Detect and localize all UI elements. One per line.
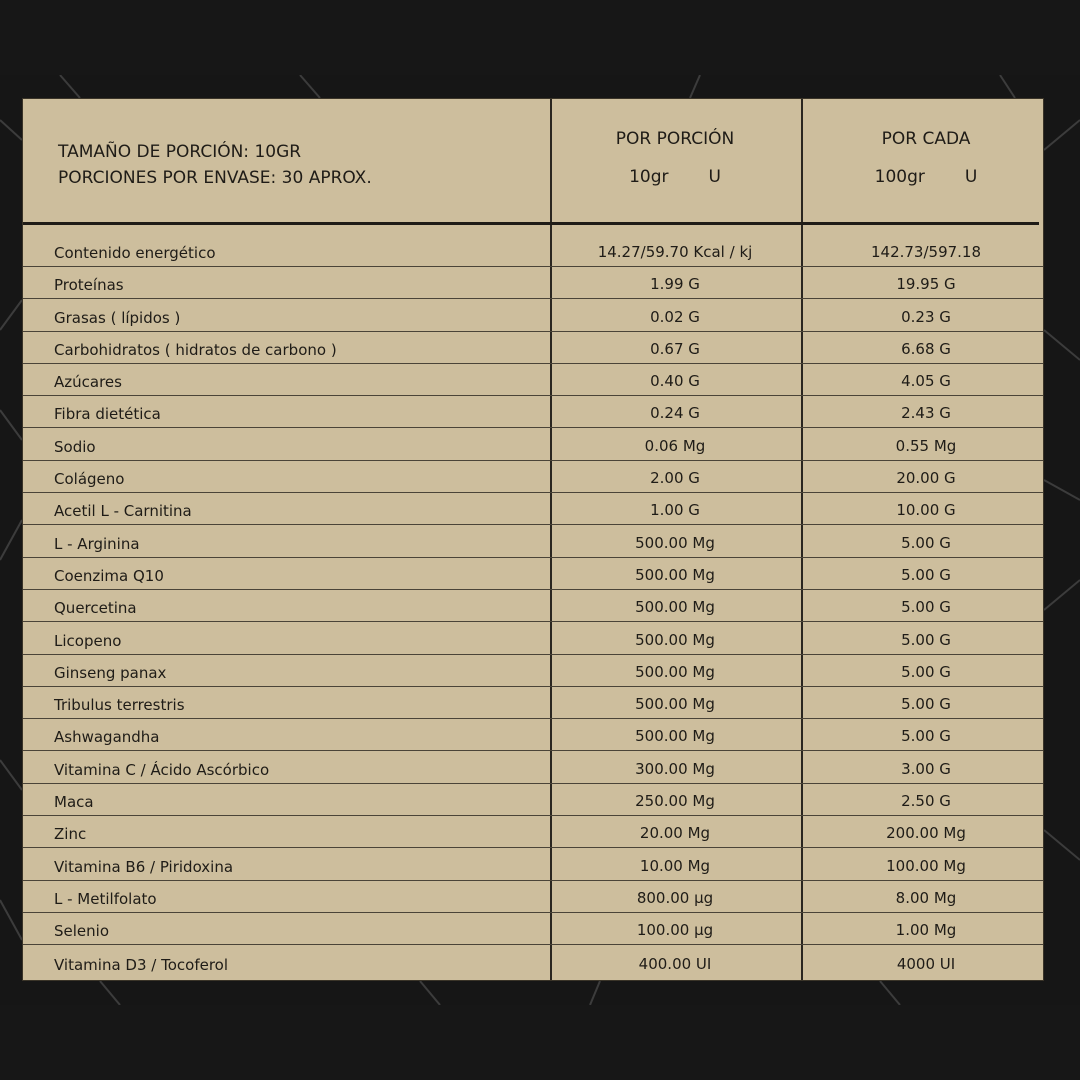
per-100-value: 5.00 G — [901, 598, 951, 617]
per-100-value: 5.00 G — [901, 662, 951, 681]
per-100-value: 4000 UI — [896, 954, 956, 973]
table-row — [23, 622, 1043, 654]
nutrient-name: Contenido energético — [54, 244, 216, 262]
per-serving-value: 500.00 Mg — [635, 565, 715, 584]
nutrient-name: Zinc — [54, 825, 87, 844]
table-row — [23, 945, 1043, 977]
table-row — [23, 848, 1043, 880]
per-100-value: 5.00 G — [901, 727, 951, 746]
per-100-value: 6.68 G — [901, 339, 951, 358]
per-serving-header — [550, 129, 800, 187]
nutrient-name: Azúcares — [54, 373, 122, 392]
table-row — [23, 299, 1043, 331]
per-serving-value: 0.67 G — [650, 339, 700, 358]
per-100-value: 5.00 G — [901, 565, 951, 584]
per-100-value: 20.00 G — [896, 469, 956, 488]
nutrient-name: Sodio — [54, 437, 96, 456]
table-row — [23, 525, 1043, 557]
table-row — [23, 558, 1043, 590]
per-serving-title: POR PORCIÓN — [615, 129, 735, 149]
nutrient-name: Fibra dietética — [54, 405, 161, 424]
per-serving-value: 500.00 Mg — [635, 727, 715, 746]
per-serving-value: 800.00 µg — [636, 888, 714, 907]
nutrient-name: Coenzima Q10 — [54, 566, 164, 585]
table-row — [23, 655, 1043, 687]
table-row — [23, 461, 1043, 493]
nutrient-name: Vitamina B6 / Piridoxina — [54, 857, 234, 876]
table-row — [23, 226, 1043, 267]
per-serving-value: 0.24 G — [650, 404, 700, 423]
nutrient-name: Vitamina C / Ácido Ascórbico — [54, 760, 270, 779]
per-serving-value: 500.00 Mg — [635, 598, 715, 617]
nutrient-name: L - Arginina — [54, 534, 140, 553]
per-100-value: 5.00 G — [901, 533, 951, 552]
servings-per-container: PORCIONES POR ENVASE: 30 APROX. — [58, 168, 372, 188]
nutrition-facts-panel — [22, 98, 1044, 981]
nutrient-name: Proteínas — [54, 276, 124, 295]
nutrient-rows — [23, 226, 1043, 978]
table-row — [23, 332, 1043, 364]
table-row — [23, 751, 1043, 783]
table-row — [23, 816, 1043, 848]
per-100-value: 4.05 G — [901, 372, 951, 391]
per-100-unit: U — [964, 167, 978, 187]
per-serving-value: 300.00 Mg — [635, 759, 715, 778]
per-serving-value: 1.99 G — [650, 275, 700, 294]
table-row — [23, 396, 1043, 428]
serving-size: TAMAÑO DE PORCIÓN: 10GR — [58, 142, 302, 162]
table-row — [23, 493, 1043, 525]
per-serving-value: 500.00 Mg — [635, 630, 715, 649]
per-100-qty: 100gr — [874, 167, 925, 187]
table-row — [23, 590, 1043, 622]
per-serving-value: 2.00 G — [650, 469, 700, 488]
nutrient-name: Vitamina D3 / Tocoferol — [54, 955, 229, 974]
per-100-value: 2.43 G — [901, 404, 951, 423]
per-serving-unit: U — [708, 167, 721, 187]
per-serving-value: 0.06 Mg — [644, 436, 706, 455]
per-100-value: 200.00 Mg — [886, 824, 966, 843]
header-divider — [23, 222, 1039, 225]
nutrient-name: Acetil L - Carnitina — [54, 502, 192, 521]
nutrient-name: Carbohidratos ( hidratos de carbono ) — [54, 340, 337, 359]
table-row — [23, 687, 1043, 719]
per-serving-value: 500.00 Mg — [635, 533, 715, 552]
per-100-value: 1.00 Mg — [895, 921, 957, 940]
per-100-value: 5.00 G — [901, 695, 951, 714]
per-100-value: 0.55 Mg — [895, 436, 957, 455]
nutrient-name: Quercetina — [54, 599, 137, 618]
nutrient-name: Licopeno — [54, 631, 122, 650]
nutrient-name: Ashwagandha — [54, 728, 160, 747]
per-serving-value: 1.00 G — [650, 501, 700, 520]
per-serving-value: 0.40 G — [650, 372, 700, 391]
per-100-title: POR CADA — [881, 129, 971, 149]
per-100-value: 100.00 Mg — [886, 856, 966, 875]
nutrient-name: Grasas ( lípidos ) — [54, 308, 181, 327]
table-row — [23, 913, 1043, 945]
table-row — [23, 428, 1043, 460]
table-row — [23, 267, 1043, 299]
per-100-value: 3.00 G — [901, 759, 951, 778]
per-100-value: 2.50 G — [901, 792, 951, 811]
table-row — [23, 881, 1043, 913]
nutrient-name: Ginseng panax — [54, 663, 167, 682]
per-serving-value: 250.00 Mg — [635, 792, 715, 811]
per-serving-value: 400.00 UI — [638, 954, 712, 973]
per-100-header — [801, 129, 1051, 187]
table-row — [23, 364, 1043, 396]
per-100-value: 8.00 Mg — [895, 888, 957, 907]
per-serving-value: 100.00 µg — [636, 921, 714, 940]
per-100-value: 10.00 G — [896, 501, 956, 520]
nutrient-name: Tribulus terrestris — [54, 696, 185, 715]
nutrient-name: Maca — [54, 793, 94, 812]
per-serving-value: 14.27/59.70 Kcal / kj — [597, 243, 753, 261]
per-serving-qty: 10gr — [629, 167, 669, 187]
per-100-value: 0.23 G — [901, 307, 951, 326]
per-serving-value: 500.00 Mg — [635, 662, 715, 681]
nutrient-name: Colágeno — [54, 470, 125, 489]
serving-info — [58, 139, 372, 191]
nutrient-name: L - Metilfolato — [54, 889, 157, 908]
per-100-value: 142.73/597.18 — [870, 243, 982, 261]
per-100-value: 19.95 G — [896, 275, 956, 294]
per-100-value: 5.00 G — [901, 630, 951, 649]
per-serving-value: 20.00 Mg — [639, 824, 711, 843]
per-serving-value: 500.00 Mg — [635, 695, 715, 714]
nutrient-name: Selenio — [54, 922, 109, 941]
table-row — [23, 784, 1043, 816]
per-serving-value: 10.00 Mg — [639, 856, 711, 875]
per-serving-value: 0.02 G — [650, 307, 700, 326]
table-row — [23, 719, 1043, 751]
